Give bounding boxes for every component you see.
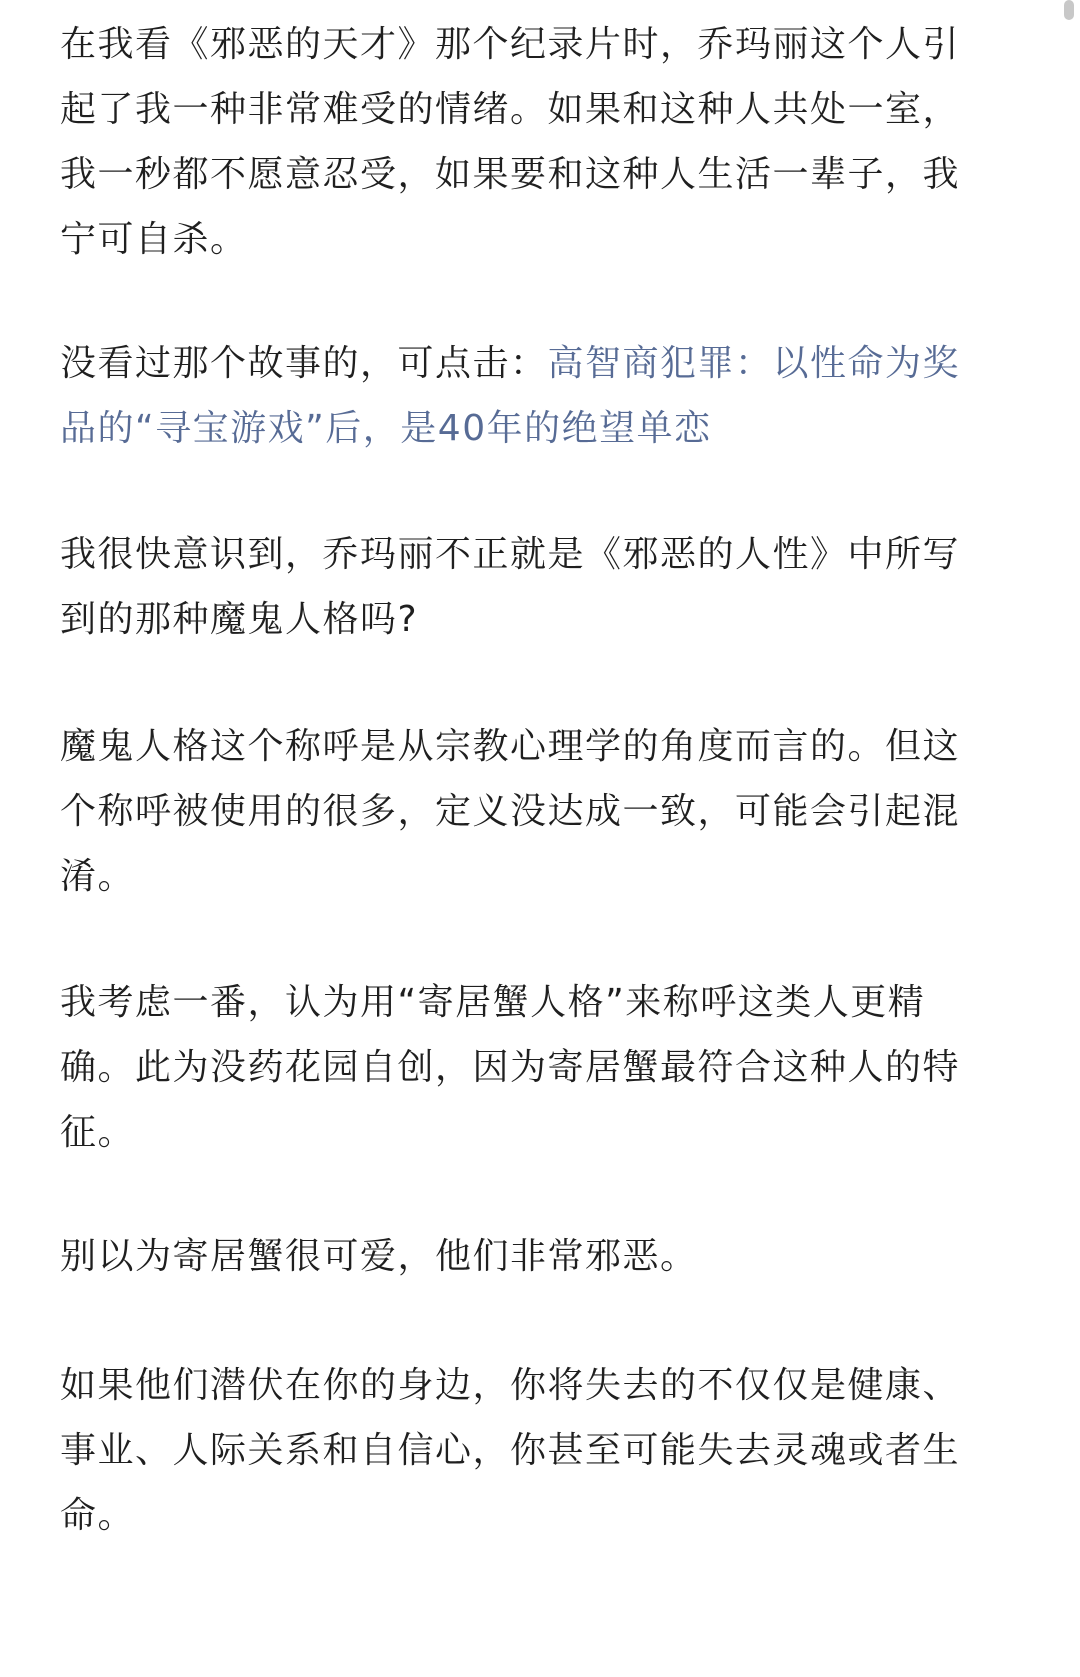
paragraph-line: 命。 [60,1495,136,1536]
paragraph-5 [60,970,1020,1165]
paragraph-line: 征。 [60,1112,136,1153]
paragraph-line: 确。此为没药花园自创，因为寄居蟹最符合这种人的特 [60,1047,961,1088]
paragraph-1 [60,12,1020,272]
paragraph-line: 如果他们潜伏在你的身边，你将失去的不仅仅是健康、 [60,1365,961,1406]
paragraph-line: 别以为寄居蟹很可爱，他们非常邪恶。 [60,1236,698,1277]
scrollbar[interactable] [1060,0,1080,1677]
paragraph-2 [60,331,1020,461]
paragraph-line: 魔鬼人格这个称呼是从宗教心理学的角度而言的。但这 [60,726,961,767]
paragraph-7 [60,1353,1020,1548]
scrollbar-thumb[interactable] [1064,0,1074,20]
paragraph-line: 淆。 [60,856,136,897]
paragraph-line: 起了我一种非常难受的情绪。如果和这种人共处一室， [60,89,961,130]
paragraph-line: 我一秒都不愿意忍受，如果要和这种人生活一辈子，我 [60,154,961,195]
article-link[interactable]: 高智商犯罪：以性命为奖 [547,343,961,384]
paragraph-line: 到的那种魔鬼人格吗? [60,599,419,640]
paragraph-line [60,331,1020,396]
paragraph-6 [60,1224,1020,1289]
paragraph-line: 事业、人际关系和自信心，你甚至可能失去灵魂或者生 [60,1430,961,1471]
paragraph-line: 我很快意识到，乔玛丽不正就是《邪恶的人性》中所写 [60,534,961,575]
paragraph-3 [60,522,1020,652]
link-intro-text: 没看过那个故事的，可点击： [60,343,548,384]
paragraph-4 [60,714,1020,909]
paragraph-line: 我考虑一番，认为用“寄居蟹人格”来称呼这类人更精 [60,982,926,1023]
paragraph-line: 个称呼被使用的很多，定义没达成一致，可能会引起混 [60,791,961,832]
paragraph-line: 在我看《邪恶的天才》那个纪录片时，乔玛丽这个人引 [60,24,961,65]
article-link-continued[interactable]: 品的“寻宝游戏”后，是40年的绝望单恋 [60,408,712,449]
paragraph-line: 宁可自杀。 [60,219,248,260]
